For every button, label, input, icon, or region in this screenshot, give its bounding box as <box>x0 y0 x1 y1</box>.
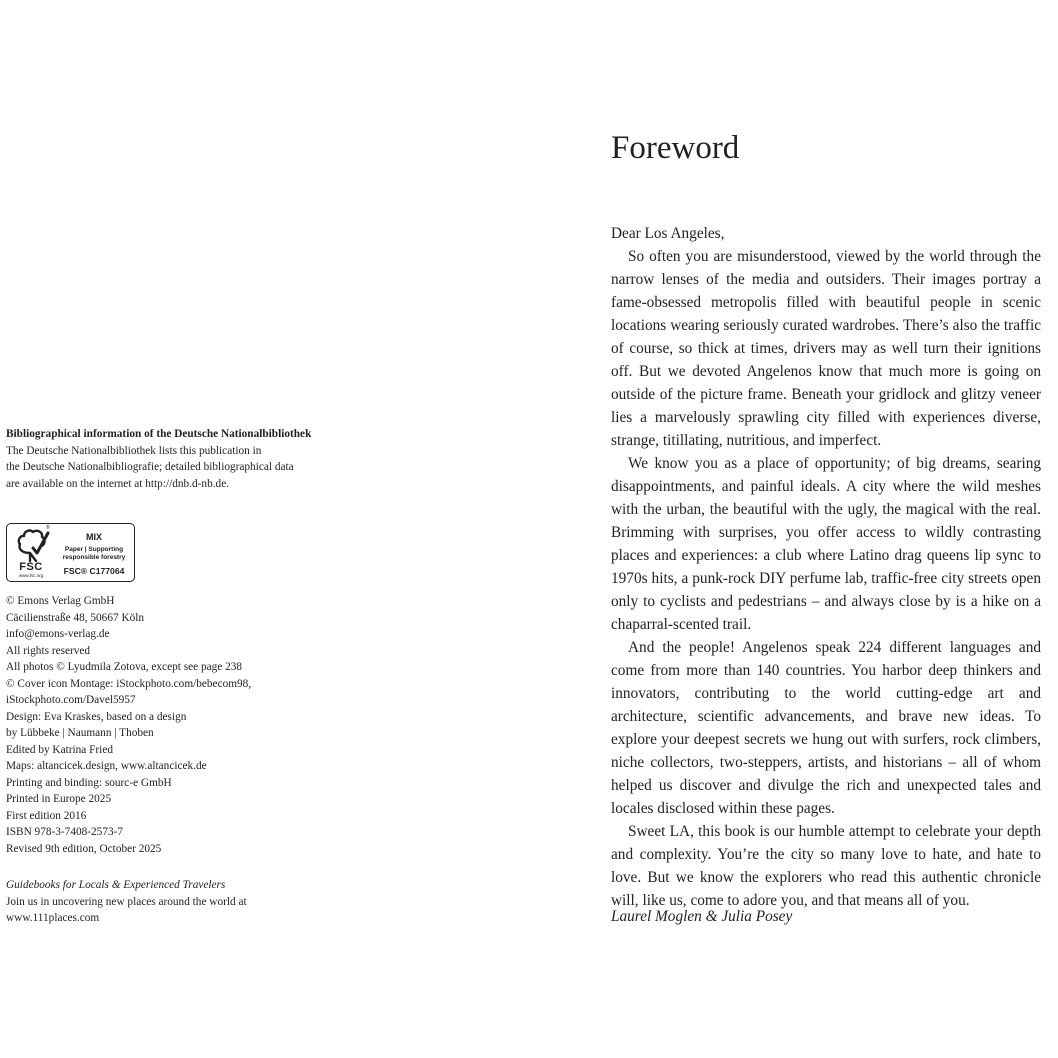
fsc-description-line: Paper | Supporting <box>64 546 124 553</box>
imprint-line: © Cover icon Montage: iStockphoto.com/bebecom98, <box>6 677 252 690</box>
imprint-line: Printed in Europe 2025 <box>6 793 112 805</box>
imprint-line: Maps: altancicek.design, www.altancicek.de <box>6 760 207 772</box>
imprint-line: All rights reserved <box>6 644 91 657</box>
imprint-line: First edition 2016 <box>6 809 87 822</box>
foreword-paragraph: So often you are misunderstood, viewed by the world through the narrow lenses of the media and outsiders. Their images portray a fame-obsessed metropolis filled with beautiful people in scenic locations wearing seriously curated wardrobes. There’s also the traffic of course, so thick at times, drivers may as well turn their ignitions off. But we devoted Angelenos know that much more is going on outside of the picture frame. Beneath your gridlock and glitzy veneer lies a marvelously sprawling city filled with experiences diverse, strange, titillating, nutritious, and imperfect. <box>611 248 1041 449</box>
salutation: Dear Los Angeles, <box>611 225 725 242</box>
right-page-foreword <box>529 0 1058 1058</box>
imprint-line: ISBN 978-3-7408-2573-7 <box>6 826 124 838</box>
imprint-line: Revised 9th edition, October 2025 <box>6 842 162 855</box>
fsc-mix-label: MIX <box>85 532 102 542</box>
foreword-body <box>611 222 1041 912</box>
fsc-description-line: responsible forestry <box>62 554 126 561</box>
imprint-line: iStockphoto.com/Davel5957 <box>6 694 136 706</box>
imprint-line: by Lübbeke | Naumann | Thoben <box>6 727 154 739</box>
imprint-line: Design: Eva Kraskes, based on a design <box>6 710 187 723</box>
imprint-line: info@emons-verlag.de <box>6 628 110 640</box>
page-title: Foreword <box>611 130 740 166</box>
author-signature: Laurel Moglen & Julia Posey <box>611 908 793 925</box>
imprint-line: All photos © Lyudmila Zotova, except see page 238 <box>6 661 243 673</box>
biblio-line: the Deutsche Nationalbibliografie; detailed bibliographical data <box>6 461 294 473</box>
foreword-paragraph: And the people! Angelenos speak 224 different languages and come from more than 140 countries. You harbor deep thinkers and innovators, contributing to the world cutting-edge art and architecture, scientific advancements, and brave new ideas. To explore your deepest secrets we hung out with surfers, rock climbers, niche collectors, two-steppers, artists, and historians – all of whom helped us discover and divulge the rich and unexpected tales and locales disclosed within these pages. <box>611 639 1041 817</box>
biblio-line: The Deutsche Nationalbibliothek lists this publication in <box>6 444 262 457</box>
imprint-line: Printing and binding: sourc-e GmbH <box>6 776 172 789</box>
imprint-line: Edited by Katrina Fried <box>6 743 113 756</box>
publisher-imprint <box>6 593 336 857</box>
foreword-paragraph: Sweet LA, this book is our humble attempt to celebrate your depth and complexity. You’re the city so many love to hate, and hate to love. But we know the explorers who read this authentic chronicle will, like us, come to adore you, and that means all of you. <box>611 823 1041 909</box>
fsc-license-code: FSC® C177064 <box>63 566 125 576</box>
fsc-logo <box>6 523 135 582</box>
bibliographic-info <box>6 426 346 492</box>
series-line: Join us in uncovering new places around the world at <box>6 895 247 908</box>
biblio-heading: Bibliographical information of the Deutsche Nationalbibliothek <box>6 428 312 440</box>
imprint-line: © Emons Verlag GmbH <box>6 595 115 607</box>
biblio-line: are available on the internet at http://dnb.d-nb.de. <box>6 477 230 490</box>
fsc-description <box>55 546 133 562</box>
imprint-line: Cäcilienstraße 48, 50667 Köln <box>6 611 145 624</box>
fsc-registered: ® <box>46 525 50 531</box>
series-info <box>6 877 336 927</box>
series-website: www.111places.com <box>6 912 100 924</box>
fsc-website: www.fsc.org <box>18 573 44 578</box>
foreword-paragraph: We know you as a place of opportunity; of big dreams, searing disappointments, and painful ideals. A city where the wild meshes with the urban, the beautiful with the ugly, the magical with the real. Brimming with surprises, you offer access to wildly contrasting places and experiences: a club where Latino drag queens lip sync to 1970s hits, a punk-rock DIY perfume lab, traffic-free city streets open only to cyclists and pedestrians – and always close by is a hike on a chaparral-scented trail. <box>611 455 1041 633</box>
fsc-mark: FSC <box>19 561 43 573</box>
series-tagline: Guidebooks for Locals & Experienced Travelers <box>6 879 226 891</box>
